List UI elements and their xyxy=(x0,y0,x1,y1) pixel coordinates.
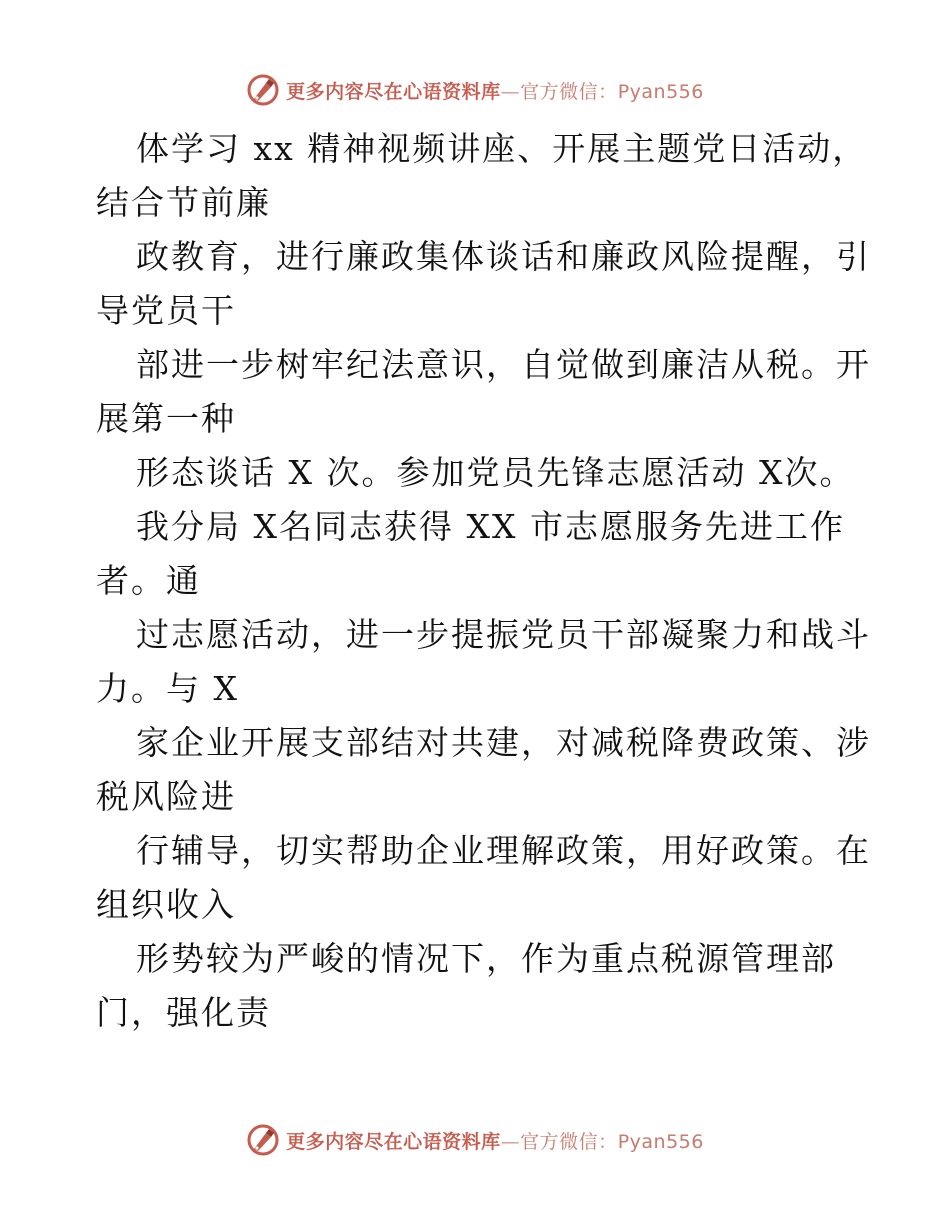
footer-banner-text xyxy=(286,1127,704,1154)
body-line-7-main: 家企业开展支部结对共建，对减税降费政策、涉 xyxy=(136,723,871,762)
footer-wechat-label: 官方微信： xyxy=(520,1130,618,1153)
pen-circle-icon xyxy=(246,1123,280,1157)
pen-circle-icon xyxy=(246,73,280,107)
body-line-4-main: 形态谈话 X 次。参加党员先锋志愿活动 X次。 xyxy=(136,453,855,492)
body-line-2-tail: 导党员干 xyxy=(96,291,236,330)
header-wechat-id: Pyan556 xyxy=(617,80,704,103)
body-line-9 xyxy=(96,932,856,1040)
body-line-6 xyxy=(96,608,871,716)
body-line-3-tail: 展第一种 xyxy=(96,399,236,438)
body-line-6-main: 过志愿活动，进一步提振党员干部凝聚力和战斗 xyxy=(136,615,871,654)
header-brand: 更多内容尽在心语资料库 xyxy=(286,80,501,103)
body-line-1 xyxy=(96,122,868,230)
body-line-1-main: 体学习 xx 精神视频讲座、开展主题党日活动， xyxy=(136,129,868,168)
body-line-7-tail: 税风险进 xyxy=(96,777,236,816)
body-line-9-tail: 门，强化责 xyxy=(96,993,271,1032)
body-line-1-tail: 结合节前廉 xyxy=(96,183,271,222)
body-line-5 xyxy=(96,500,856,608)
header-banner-text xyxy=(286,77,704,104)
body-line-3-main: 部进一步树牢纪法意识，自觉做到廉洁从税。开 xyxy=(136,345,871,384)
body-line-2-main: 政教育，进行廉政集体谈话和廉政风险提醒，引 xyxy=(136,237,871,276)
header-separator: — xyxy=(500,80,521,103)
body-line-8-main: 行辅导，切实帮助企业理解政策，用好政策。在 xyxy=(136,831,871,870)
footer-banner xyxy=(0,1120,950,1160)
body-line-6-tail: 力。与 X xyxy=(96,669,239,708)
body-line-7 xyxy=(96,716,871,824)
document-body xyxy=(96,122,871,1040)
body-line-5-main: 我分局 X名同志获得 XX 市志愿服务先进工作 xyxy=(136,507,845,546)
body-line-4 xyxy=(96,446,856,500)
header-wechat-label: 官方微信： xyxy=(520,80,618,103)
body-line-9-main: 形势较为严峻的情况下，作为重点税源管理部 xyxy=(136,939,836,978)
footer-brand: 更多内容尽在心语资料库 xyxy=(286,1130,501,1153)
body-line-2 xyxy=(96,230,871,338)
body-line-5-tail: 者。通 xyxy=(96,561,201,600)
footer-wechat-id: Pyan556 xyxy=(617,1130,704,1153)
header-banner xyxy=(0,70,950,110)
body-line-8-tail: 组织收入 xyxy=(96,885,236,924)
body-line-3 xyxy=(96,338,871,446)
footer-separator: — xyxy=(500,1130,521,1153)
body-line-8 xyxy=(96,824,871,932)
